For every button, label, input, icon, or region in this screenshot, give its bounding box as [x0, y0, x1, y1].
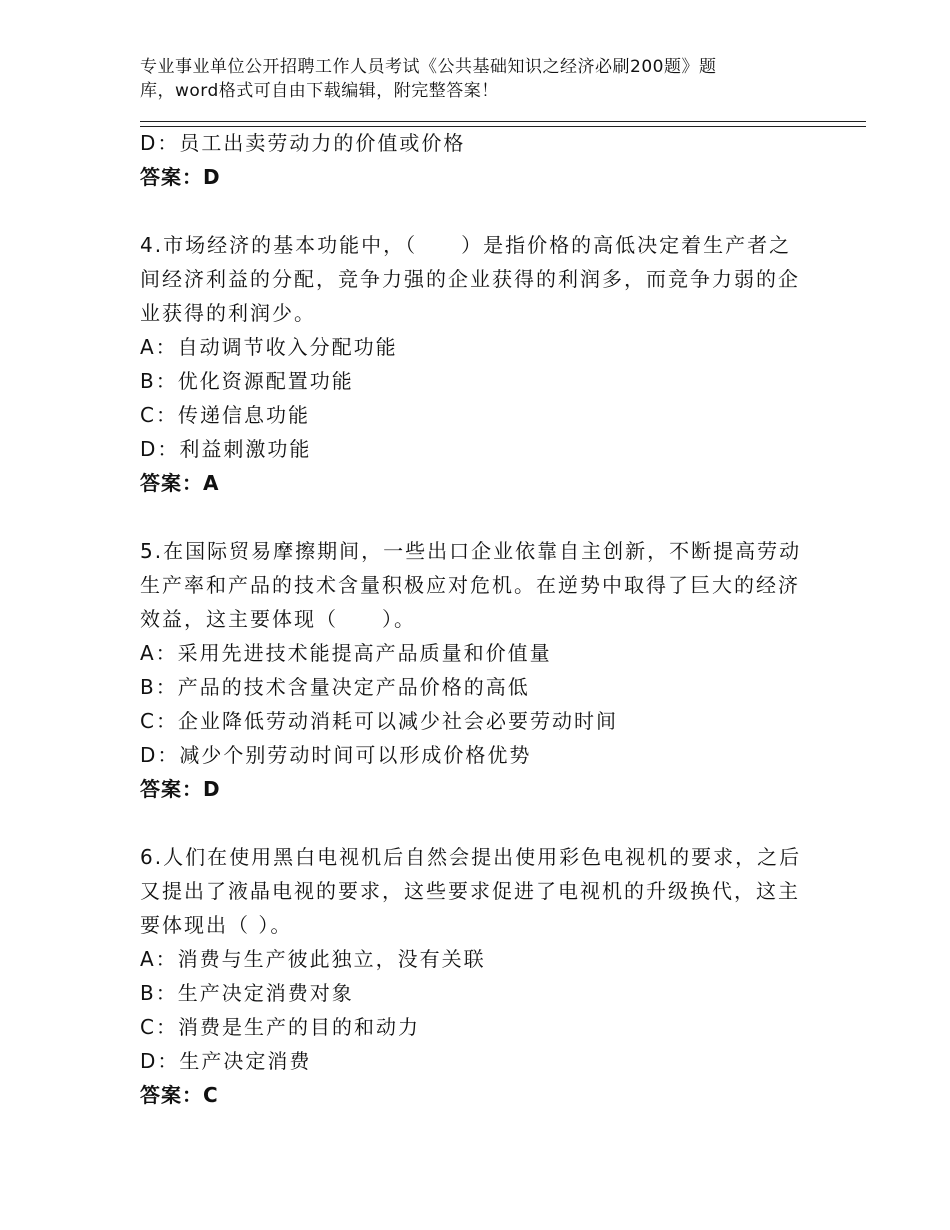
- question-4-stem-line-3: 业获得的利润少。: [140, 301, 316, 325]
- spacer: [140, 806, 800, 840]
- question-5-stem-line-3: 效益，这主要体现（ ）。: [140, 607, 416, 631]
- question-5-option-c: C：企业降低劳动消耗可以减少社会必要劳动时间: [140, 709, 618, 733]
- question-6-stem-line-3: 要体现出（ ）。: [140, 913, 293, 937]
- question-5-stem-line-1: 5.在国际贸易摩擦期间，一些出口企业依靠自主创新，不断提高劳动: [140, 539, 802, 563]
- question-6-option-a: A：消费与生产彼此独立，没有关联: [140, 947, 486, 971]
- question-6-option-c: C：消费是生产的目的和动力: [140, 1015, 420, 1039]
- question-4-answer: 答案：A: [140, 471, 220, 495]
- question-4-stem-line-2: 间经济利益的分配，竞争力强的企业获得的利润多，而竞争力弱的企: [140, 267, 800, 291]
- question-4: [140, 228, 800, 500]
- question-5-stem-line-2: 生产率和产品的技术含量积极应对危机。在逆势中取得了巨大的经济: [140, 573, 800, 597]
- question-6-stem-line-2: 又提出了液晶电视的要求，这些要求促进了电视机的升级换代，这主: [140, 879, 800, 903]
- spacer: [140, 500, 800, 534]
- header-line-2: 库，word格式可自由下载编辑，附完整答案！: [140, 81, 499, 101]
- question-4-option-b: B：优化资源配置功能: [140, 369, 354, 393]
- question-5-option-d: D：减少个别劳动时间可以形成价格优势: [140, 743, 532, 767]
- question-6-answer: 答案：C: [140, 1083, 219, 1107]
- question-3-answer: 答案：D: [140, 165, 221, 189]
- question-4-option-d: D：利益刺激功能: [140, 437, 312, 461]
- question-5-option-a: A：采用先进技术能提高产品质量和价值量: [140, 641, 552, 665]
- question-6: [140, 840, 800, 1112]
- question-6-stem-line-1: 6.人们在使用黑白电视机后自然会提出使用彩色电视机的要求，之后: [140, 845, 802, 869]
- question-3-option-d: D：员工出卖劳动力的价值或价格: [140, 131, 466, 155]
- question-6-option-d: D：生产决定消费: [140, 1049, 312, 1073]
- document-header: [140, 55, 860, 103]
- question-4-stem-line-1: 4.市场经济的基本功能中，（ ）是指价格的高低决定着生产者之: [140, 233, 792, 257]
- question-3-tail: [140, 126, 800, 194]
- spacer: [140, 194, 800, 228]
- question-4-option-c: C：传递信息功能: [140, 403, 310, 427]
- header-line-1: 专业事业单位公开招聘工作人员考试《公共基础知识之经济必刷200题》题: [140, 57, 717, 77]
- question-5-option-b: B：产品的技术含量决定产品价格的高低: [140, 675, 530, 699]
- document-body: [140, 126, 800, 1112]
- question-5: [140, 534, 800, 806]
- question-6-option-b: B：生产决定消费对象: [140, 981, 354, 1005]
- question-5-answer: 答案：D: [140, 777, 221, 801]
- question-4-option-a: A：自动调节收入分配功能: [140, 335, 398, 359]
